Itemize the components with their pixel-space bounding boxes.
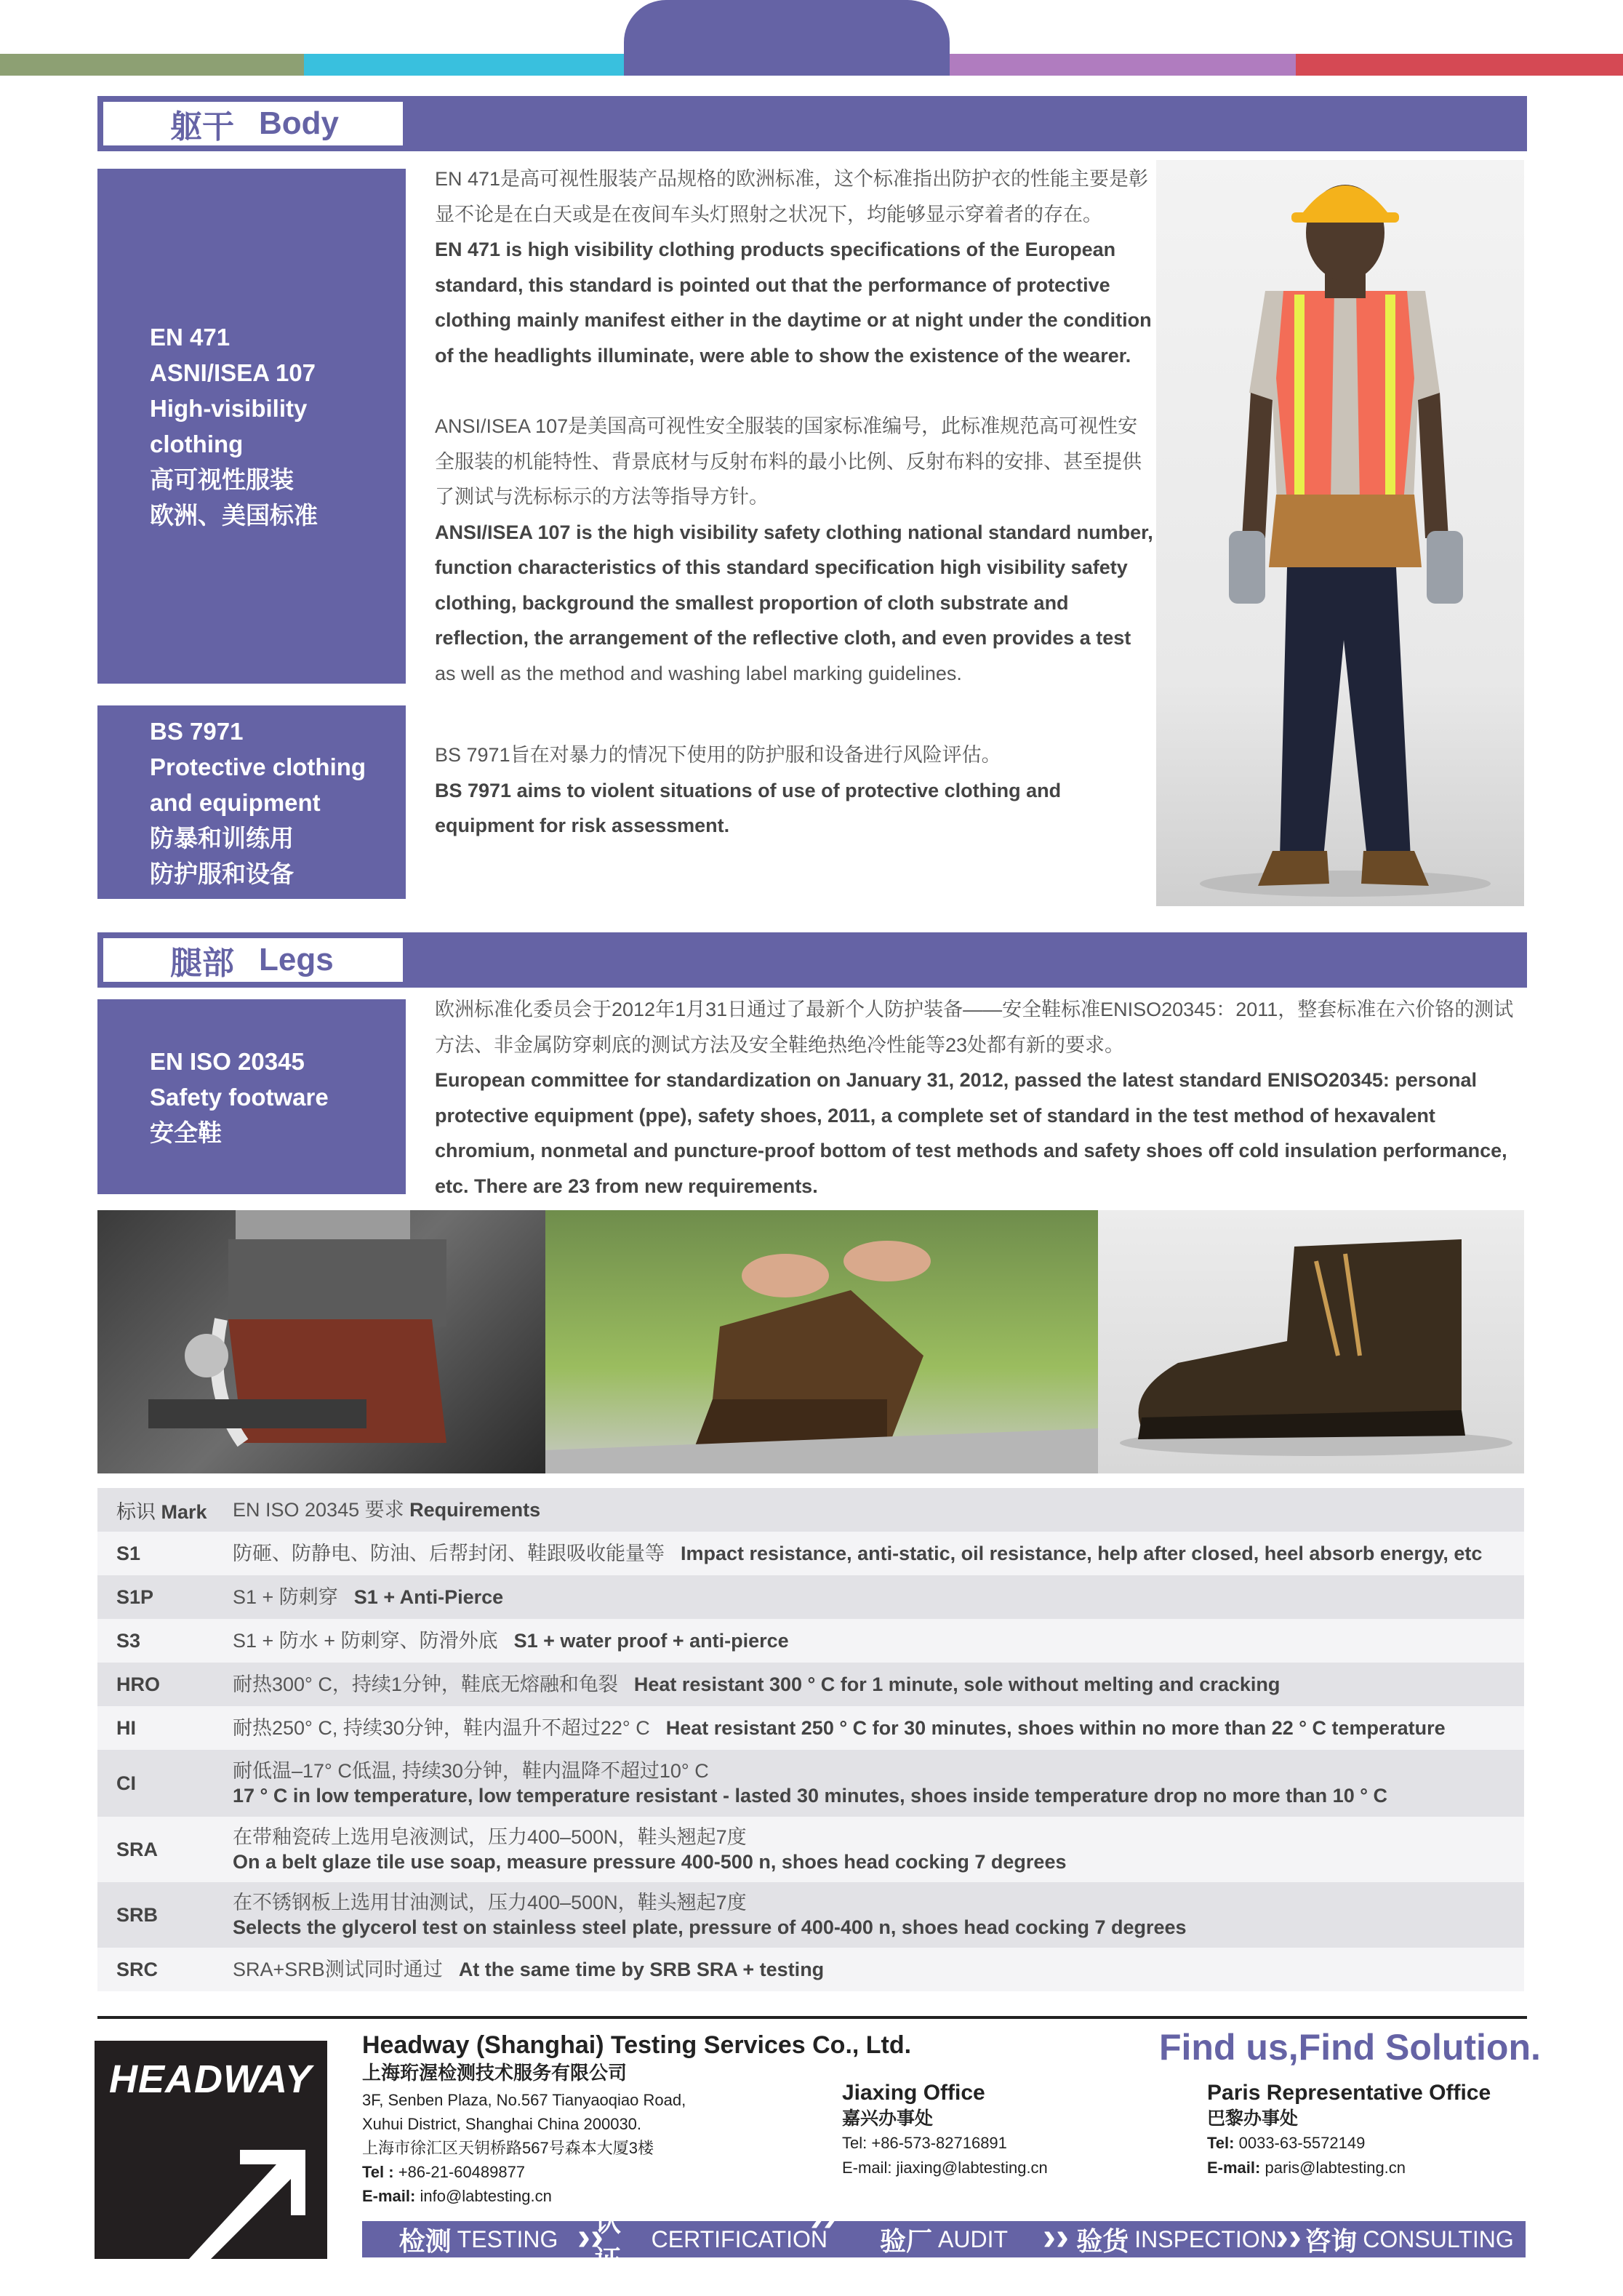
row-mark: HRO (116, 1673, 160, 1695)
footer-divider (97, 2016, 1527, 2019)
row-cn: 防砸、防静电、防油、后帮封闭、鞋跟吸收能量等 (233, 1543, 665, 1564)
logo-arrow-icon (95, 2041, 327, 2259)
pc-line: Protective clothing (150, 753, 366, 780)
row-cn: 在不锈钢板上选用甘油测试，压力400–500N，鞋头翘起7度 (233, 1892, 747, 1913)
bs-line: BS 7971 (150, 717, 244, 745)
header-requirements (233, 1497, 1524, 1522)
jiaxing-cn: 嘉兴办事处 (842, 2108, 934, 2129)
service-testing (362, 2214, 604, 2258)
table-row (97, 1619, 1524, 1663)
bar-magenta (950, 54, 1296, 76)
pc-cn-line: 防护服和设备 (150, 860, 294, 887)
svc-en: CERTIFICATION (651, 2225, 827, 2252)
paris-tel (1207, 2131, 1491, 2156)
ansi-text (435, 409, 1155, 691)
row-mark: CI (116, 1772, 136, 1794)
body-section-title (103, 102, 403, 145)
ansi-line: ASNI/ISEA 107 (150, 359, 316, 386)
row-cn: 耐热300° C，持续1分钟，鞋底无熔融和龟裂 (233, 1673, 618, 1695)
row-en: Heat resistant 300 ° C for 1 minute, sole without melting and cracking (633, 1673, 1281, 1695)
en471-en: EN 471 is high visibility clothing products specifications of the European standard, this standard is pointed out that the performance of protective clothing mainly manifest either in the daytime or at night under the condition of the headlights illuminate, were able to show the existence of the wearer. (435, 239, 1152, 367)
iso-line: EN ISO 20345 (150, 1047, 305, 1075)
row-cn: SRA+SRB测试同时通过 (233, 1959, 443, 1980)
service-audit (827, 2214, 1069, 2258)
requirements-table (97, 1488, 1524, 1991)
legs-cn: 欧洲标准化委员会于2012年1月31日通过了最新个人防护装备——安全鞋标准ENISO20345：2011，整套标准在六价铬的测试方法、非金属防穿刺底的测试方法及安全鞋绝热绝冷性能等23处都有新的要求。 (435, 999, 1514, 1056)
bs-en: BS 7971 aims to violent situations of use of protective clothing and equipment for risk assessment. (435, 779, 1062, 836)
chevron-right-icon: ›› (1275, 2214, 1302, 2258)
en471-box (97, 169, 406, 684)
row-mark: S1 (116, 1542, 141, 1564)
row-en: S1 + Anti-Pierce (353, 1586, 504, 1608)
headway-logo (95, 2041, 327, 2259)
svc-en: TESTING (457, 2225, 558, 2252)
service-certification (595, 2196, 836, 2276)
header-mark-en: Mark (161, 1500, 207, 1523)
row-mark: HI (116, 1716, 136, 1739)
svc-en: AUDIT (938, 2225, 1008, 2252)
row-mark: S3 (116, 1629, 141, 1652)
chevron-right-icon: ›› (577, 2214, 604, 2258)
en20345-box (97, 999, 406, 1194)
svc-en: CONSULTING (1363, 2225, 1514, 2252)
top-tab (624, 0, 950, 76)
row-cn: S1 + 防水 + 防刺穿、防滑外底 (233, 1630, 498, 1652)
bar-green (0, 54, 304, 76)
svc-cn: 检测 (398, 2225, 452, 2256)
ansi-en: ANSI/ISEA 107 is the high visibility safety clothing national standard number, function characteristics of this standard specification high visibility safety clothing, background the smallest proportion of cloth substrate and reflection, the arrangement of the reflective cloth, and even provides a test (435, 521, 1153, 649)
row-desc (233, 1585, 1524, 1609)
clothing-line: clothing (150, 431, 244, 457)
legs-text (435, 992, 1524, 1204)
row-cn: 耐热250° C, 持续30分钟，鞋内温升不超过22° C (233, 1717, 650, 1739)
boot-illustration (1098, 1210, 1524, 1473)
address-line-2: Xuhui District, Shanghai China 200030. (362, 2115, 642, 2133)
chevron-right-icon: ›› (810, 2196, 836, 2239)
hv-line: High-visibility (150, 395, 308, 422)
row-en: S1 + water proof + anti-pierce (513, 1630, 789, 1652)
row-en: On a belt glaze tile use soap, measure pressure 400-500 n, shoes head cocking 7 degrees (233, 1851, 1067, 1873)
ansi-cn: ANSI/ISEA 107是美国高可视性安全服装的国家标准编号，此标准规范高可视性安全服装的机能特性、背景底材与反射布料的最小比例、反射布料的安排、甚至提供了测试与洗标标示的方法等指导方针。 (435, 415, 1142, 508)
row-en: 17 ° C in low temperature, low temperature resistant - lasted 30 minutes, shoes inside temperature drop no more than 10 ° C (233, 1785, 1388, 1807)
address-line-1: 3F, Senben Plaza, No.567 Tianyaoqiao Road, (362, 2091, 686, 2109)
tel-value: +86-21-60489877 (398, 2163, 526, 2181)
email-value[interactable]: info@labtesting.cn (420, 2187, 552, 2205)
body-title-en: Body (259, 105, 339, 141)
table-row (97, 1706, 1524, 1750)
row-desc (233, 1759, 1524, 1808)
row-cn: 耐低温–17° C低温, 持续30分钟，鞋内温降不超过10° C (233, 1760, 709, 1782)
jiaxing-tel: Tel: +86-573-82716891 (842, 2134, 1007, 2152)
row-desc (233, 1716, 1524, 1740)
row-en: At the same time by SRB SRA + testing (458, 1959, 825, 1980)
paris-cn: 巴黎办事处 (1207, 2108, 1299, 2129)
safety-boot-photo (1098, 1210, 1524, 1473)
header-mark (97, 1496, 233, 1524)
body-section-header (97, 96, 1527, 151)
paris-email (1207, 2156, 1491, 2180)
row-en: Heat resistant 250 ° C for 30 minutes, shoes within no more than 22 ° C temperature (665, 1717, 1446, 1739)
address-cn: 上海市徐汇区天钥桥路567号森本大厦3楼 (362, 2139, 654, 2157)
table-row (97, 1575, 1524, 1619)
paris-office (1207, 2080, 1491, 2180)
bs-text (435, 737, 1155, 844)
paris-title: Paris Representative Office (1207, 2081, 1491, 2105)
row-mark: SRB (116, 1903, 159, 1926)
row-mark: SRA (116, 1838, 159, 1860)
logo-text: HEADWAY (109, 2057, 313, 2101)
row-en: Selects the glycerol test on stainless steel plate, pressure of 400-400 n, shoes head cocking 7 degrees (233, 1916, 1187, 1938)
row-mark: S1P (116, 1585, 154, 1608)
table-header-row (97, 1488, 1524, 1532)
chevron-right-icon: ›› (1043, 2214, 1069, 2258)
legs-en: European committee for standardization on January 31, 2012, passed the latest standard ENISO20345: personal protective equipment (ppe), safety shoes, 2011, a complete set of standard in the test method of hexavalent chromium, nonmetal and puncture-proof bottom of test methods and safety shoes off cold insulation performance, etc. There are 23 from new requirements. (435, 1069, 1507, 1197)
bar-red (1296, 54, 1623, 76)
hv-cn-line: 高可视性服装 (150, 466, 294, 493)
tel-label: Tel : (362, 2163, 394, 2181)
service-consulting (1293, 2221, 1526, 2258)
machine-illustration (97, 1210, 545, 1473)
jiaxing-office (842, 2080, 1048, 2180)
table-row (97, 1948, 1524, 1991)
paris-tel-value: 0033-63-5572149 (1238, 2134, 1366, 2152)
riot-line: 防暴和训练用 (150, 824, 294, 852)
table-row (97, 1532, 1524, 1575)
company-name-cn: 上海珩渥检测技术服务有限公司 (362, 2062, 628, 2084)
row-desc (233, 1541, 1524, 1566)
table-row (97, 1882, 1524, 1948)
row-mark: SRC (116, 1958, 159, 1980)
row-en: Impact resistance, anti-static, oil resistance, help after closed, heel absorb energy, etc (681, 1543, 1483, 1564)
legs-title-cn: 腿部 (170, 945, 234, 981)
jiaxing-email[interactable]: E-mail: jiaxing@labtesting.cn (842, 2159, 1048, 2177)
svc-cn: 验货 (1076, 2225, 1129, 2256)
bs7971-box (97, 705, 406, 899)
table-row (97, 1817, 1524, 1882)
legs-section-header (97, 932, 1527, 988)
paris-email-value[interactable]: paris@labtesting.cn (1265, 2159, 1406, 2177)
table-row (97, 1663, 1524, 1706)
company-name-en: Headway (Shanghai) Testing Services Co., Ltd. (362, 2031, 912, 2059)
legs-title-en: Legs (259, 942, 334, 977)
row-desc (233, 1672, 1524, 1697)
eu-us-line: 欧洲、美国标准 (150, 502, 318, 529)
service-inspection (1060, 2214, 1302, 2258)
lacing-illustration (545, 1210, 1098, 1473)
boot-lacing-photo (545, 1210, 1098, 1473)
svc-en: INSPECTION (1134, 2225, 1277, 2252)
company-info (362, 2029, 911, 2208)
row-desc (233, 1890, 1524, 1940)
bar-cyan (304, 54, 624, 76)
row-cn: S1 + 防刺穿 (233, 1586, 338, 1608)
worker-photo (1156, 160, 1524, 906)
row-desc (233, 1825, 1524, 1874)
header-req-cn: EN ISO 20345 要求 (233, 1499, 404, 1521)
footware-line: Safety footware (150, 1083, 329, 1111)
legs-section-title (103, 938, 403, 982)
safety-shoe-cn-line: 安全鞋 (150, 1119, 222, 1146)
table-row (97, 1750, 1524, 1817)
row-desc (233, 1957, 1524, 1982)
row-cn: 在带釉瓷砖上选用皂液测试，压力400–500N，鞋头翘起7度 (233, 1826, 747, 1848)
email-label: E-mail: (362, 2187, 416, 2205)
paris-tel-label: Tel: (1207, 2134, 1235, 2152)
en471-line: EN 471 (150, 324, 231, 351)
body-title-cn: 躯干 (170, 109, 234, 145)
slogan: Find us,Find Solution. (1159, 2027, 1541, 2068)
shoe-test-machine-photo (97, 1210, 545, 1473)
bs-cn: BS 7971旨在对暴力的情况下使用的防护服和设备进行风险评估。 (435, 744, 1001, 766)
svc-cn: 咨询 (1305, 2225, 1358, 2256)
svc-cn: 认证 (595, 2207, 622, 2274)
equip-line: and equipment (150, 788, 321, 816)
paris-email-label: E-mail: (1207, 2159, 1261, 2177)
en471-text (435, 161, 1155, 373)
worker-illustration (1156, 160, 1524, 906)
header-mark-cn: 标识 (116, 1500, 156, 1523)
header-req-en: Requirements (409, 1499, 541, 1521)
svc-cn: 验厂 (879, 2225, 932, 2256)
ansi-en-tail: as well as the method and washing label marking guidelines. (435, 662, 962, 684)
en471-cn: EN 471是高可视性服装产品规格的欧洲标准，这个标准指出防护衣的性能主要是彰显不论是在白天或是在夜间车头灯照射之状况下，均能够显示穿着者的存在。 (435, 168, 1149, 225)
company-tel (362, 2160, 911, 2184)
row-desc (233, 1628, 1524, 1653)
jiaxing-title: Jiaxing Office (842, 2081, 985, 2105)
